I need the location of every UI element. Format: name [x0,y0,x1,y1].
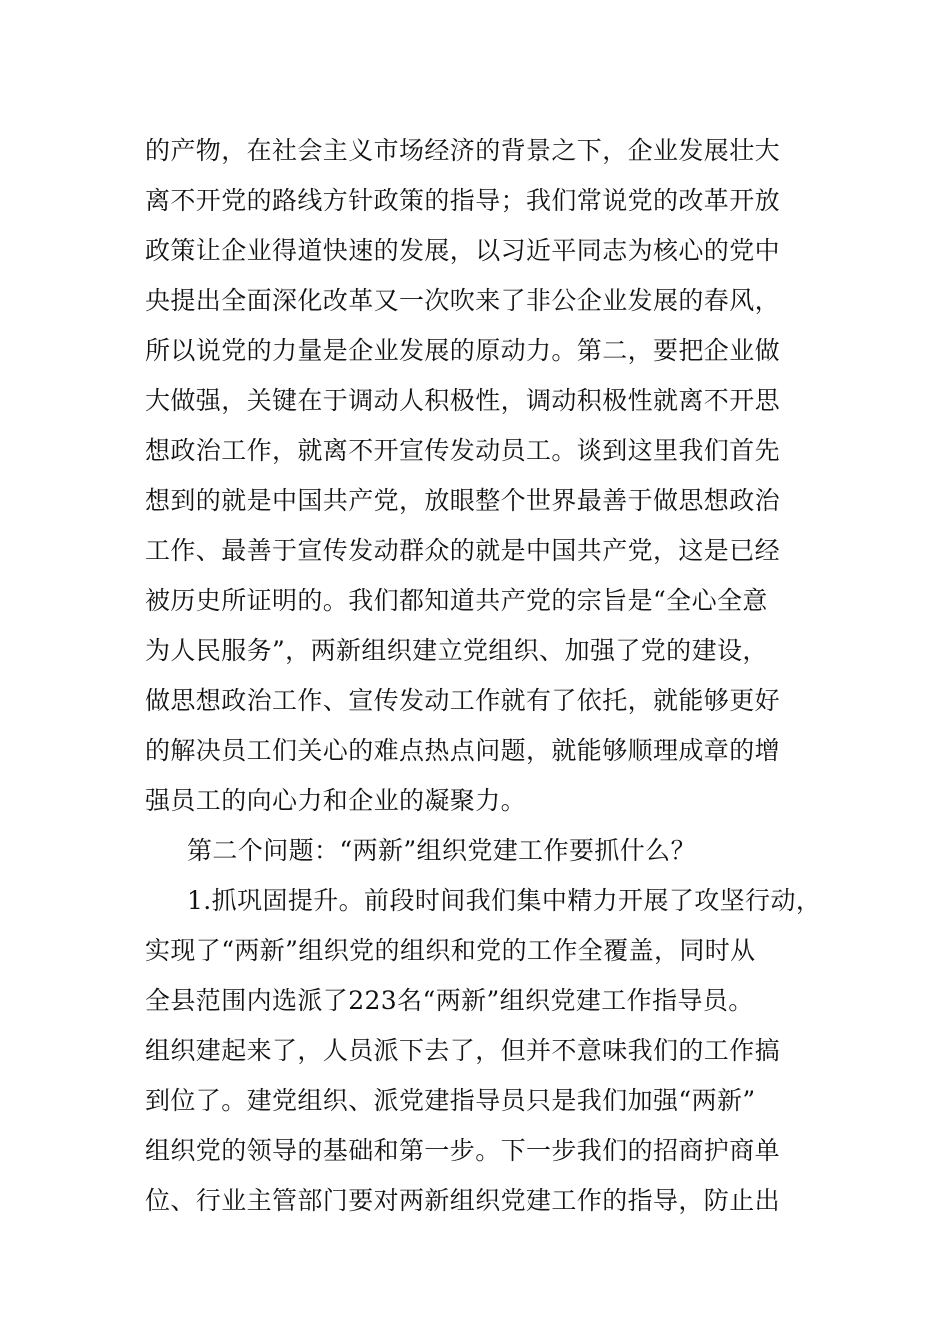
body-text-line: 所以说党的力量是企业发展的原动力。第二，要把企业做 [145,336,781,365]
body-text-line: 实现了“两新”组织党的组织和党的工作全覆盖，同时从 [145,936,756,965]
subsection-heading-line: 1.抓巩固提升。前段时间我们集中精力开展了攻坚行动， [187,886,822,915]
body-text-line: 做思想政治工作、宣传发动工作就有了依托，就能够更好 [145,686,781,715]
body-text-line: 全县范围内选派了223名“两新”组织党建工作指导员。 [145,986,754,1015]
body-text-line: 离不开党的路线方针政策的指导；我们常说党的改革开放 [145,186,781,215]
body-text-line: 到位了。建党组织、派党建指导员只是我们加强“两新” [145,1086,756,1115]
body-text-line: 政策让企业得道快速的发展，以习近平同志为核心的党中 [145,236,781,265]
body-text-line: 组织党的领导的基础和第一步。下一步我们的招商护商单 [145,1136,781,1165]
body-text-line: 位、行业主管部门要对两新组织党建工作的指导，防止出 [145,1186,781,1215]
body-text-line: 的解决员工们关心的难点热点问题，就能够顺理成章的增 [145,736,781,765]
body-text-line: 央提出全面深化改革又一次吹来了非公企业发展的春风， [145,286,781,315]
body-text-line: 的产物，在社会主义市场经济的背景之下，企业发展壮大 [145,136,781,165]
body-text-line: 为人民服务”，两新组织建立党组织、加强了党的建设， [145,636,768,665]
body-text-line: 想政治工作，就离不开宣传发动员工。谈到这里我们首先 [145,436,781,465]
body-text-line: 强员工的向心力和企业的凝聚力。 [145,786,527,815]
body-text-line: 组织建起来了，人员派下去了，但并不意味我们的工作搞 [145,1036,781,1065]
body-text-line: 大做强，关键在于调动人积极性，调动积极性就离不开思 [145,386,781,415]
section-heading: 第二个问题：“两新”组织党建工作要抓什么？ [187,836,696,865]
body-text-line: 工作、最善于宣传发动群众的就是中国共产党，这是已经 [145,536,781,565]
body-text-line: 被历史所证明的。我们都知道共产党的宗旨是“全心全意 [145,586,768,615]
body-text-line: 想到的就是中国共产党，放眼整个世界最善于做思想政治 [145,486,781,515]
